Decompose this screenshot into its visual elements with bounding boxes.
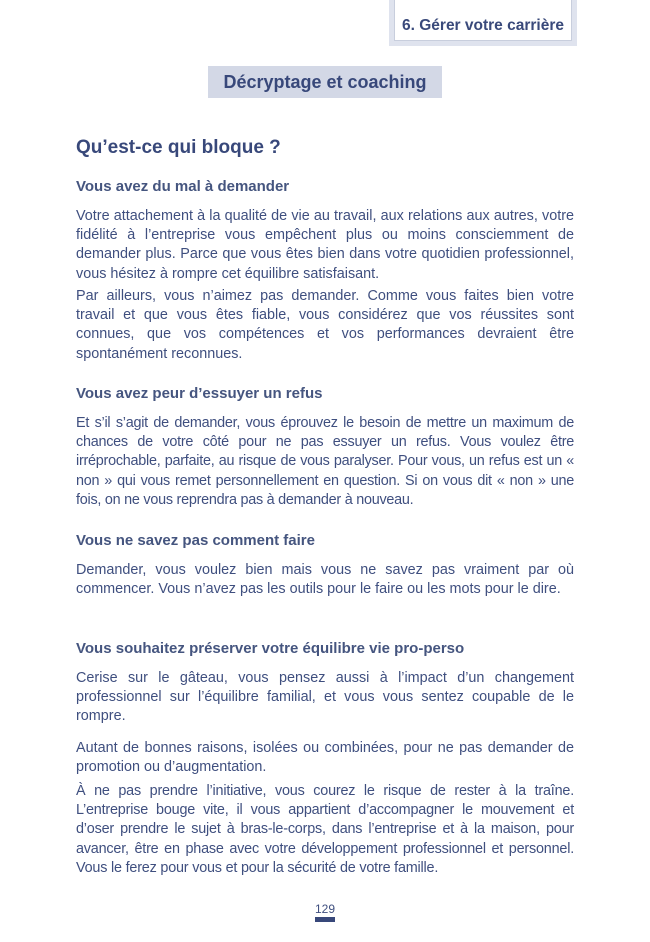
closing-paragraph-1: Autant de bonnes raisons, isolées ou combinées, pour ne pas demander de promotion ou d’augmentation. bbox=[76, 740, 574, 776]
page-marker bbox=[315, 917, 335, 922]
chapter-title: 6. Gérer votre carrière bbox=[402, 17, 564, 34]
page-number: 129 bbox=[314, 902, 336, 916]
page-title: Qu’est-ce qui bloque ? bbox=[76, 137, 281, 158]
section-2-paragraph-1: Et s’il s’agit de demander, vous éprouvez le besoin de mettre un maximum de chances de votre côté pour ne pas essuyer un refus. Vous voulez être irréprochable, parfaite, au risque de vous paralyser. Pour vous, un refus est un « non » qui vous remet personnellement en question. Si on vous dit « non » une fois, on ne vous reprendra pas à demander à nouveau. bbox=[76, 415, 574, 508]
section-heading-1: Vous avez du mal à demander bbox=[76, 178, 290, 195]
section-3-paragraph-1: Demander, vous voulez bien mais vous ne savez pas vraiment par où commencer. Vous n’avez pas les outils pour le faire ou les mots pour le dire. bbox=[76, 562, 574, 598]
section-1-paragraph-1: Votre attachement à la qualité de vie au travail, aux relations aux autres, votre fidélité à l’entreprise vous empêchent plus ou moins consciemment de demander plus. Parce que vous êtes bien dans votre quotidien professionnel, vous hésitez à rompre cet équilibre satisfaisant. bbox=[76, 208, 574, 282]
section-heading-2: Vous avez peur d’essuyer un refus bbox=[76, 385, 323, 402]
section-1-paragraph-2: Par ailleurs, vous n’aimez pas demander. Comme vous faites bien votre travail et que vous êtes fiable, vous considérez que vos réussites sont connues, que vos compétences et vos performances devraient être spontanément reconnues. bbox=[76, 288, 574, 362]
section-banner: Décryptage et coaching bbox=[208, 66, 442, 98]
section-heading-4: Vous souhaitez préserver votre équilibre vie pro-perso bbox=[76, 640, 465, 657]
section-heading-3: Vous ne savez pas comment faire bbox=[76, 532, 315, 549]
chapter-tab-frame bbox=[394, 0, 572, 41]
closing-paragraph-2: À ne pas prendre l’initiative, vous courez le risque de rester à la traîne. L’entreprise bouge vite, il vous appartient d’accompagner le mouvement et d’oser prendre le sujet à bras-le-corps, dans l’entreprise et à la maison, pour avancer, être en phase avec votre développement professionnel et personnel. Vous le ferez pour vous et pour la sécurité de votre famille. bbox=[76, 783, 574, 876]
section-4-paragraph-1: Cerise sur le gâteau, vous pensez aussi à l’impact d’un changement professionnel sur l’équilibre familial, et vous vous sentez coupable de le rompre. bbox=[76, 670, 574, 725]
chapter-tab bbox=[389, 0, 577, 46]
